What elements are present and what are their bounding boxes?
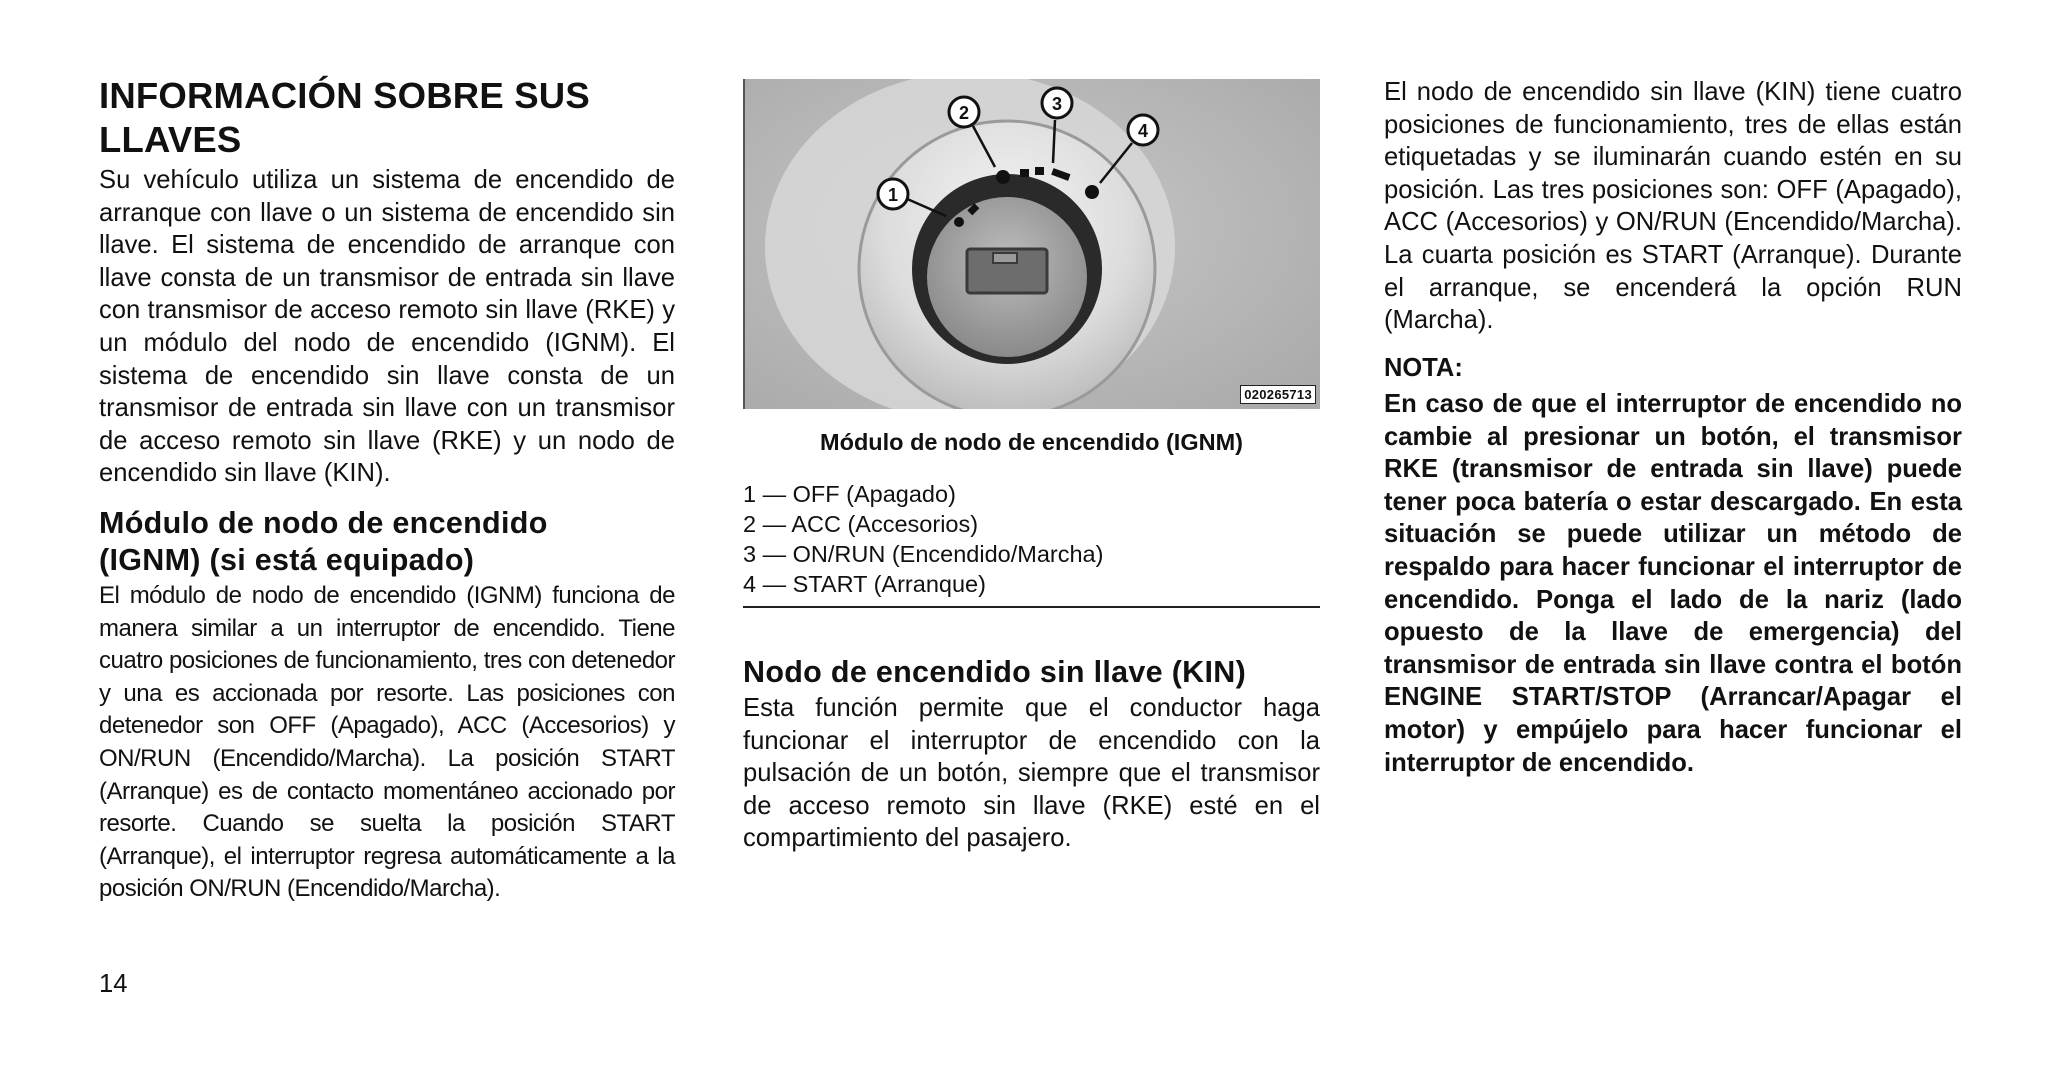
legend-item: 4 — START (Arranque) — [743, 571, 986, 597]
svg-text:3: 3 — [1051, 94, 1063, 114]
ignm-heading-line-2: (IGNM) (si está equipado) — [99, 543, 475, 577]
note-text: En caso de que el interruptor de encendido no cambie al presionar un botón, el transmisor RKE (transmisor de entrada sin llave) puede tener poca batería o estar descargado. En esta situación se puede utilizar un método de respaldo para hacer funcionar el interruptor de encendido. Ponga el lado de la nariz (lado opuesto de la llave de emergencia) del transmisor de entrada sin llave contra el botón ENGINE START/STOP (Arrancar/Apagar el motor) y empújelo para hacer funcionar el interruptor de encendido. — [1384, 390, 1962, 777]
ignm-heading-line-1: Módulo de nodo de encendido — [99, 506, 548, 540]
figure-legend — [743, 479, 1103, 599]
svg-text:2: 2 — [958, 103, 970, 123]
note-label: NOTA: — [1384, 354, 1463, 382]
page-number: 14 — [99, 970, 128, 998]
legend-item: 2 — ACC (Accesorios) — [743, 511, 979, 537]
ignm-paragraph: El módulo de nodo de encendido (IGNM) funciona de manera similar a un interruptor de encendido. Tiene cuatro posiciones de funcionamiento, tres con detenedor y una es accionada por resorte. Las posiciones con detenedor son OFF (Apagado), ACC (Accesorios) y ON/RUN (Encendido/Marcha). La posición START (Arranque) es de contacto momentáneo accionado por resorte. Cuando se suelta la posición START (Arranque), el interruptor regresa automáticamente a la posición ON/RUN (Encendido/Marcha). — [99, 582, 675, 903]
page-title-line-1: INFORMACIÓN SOBRE SUS — [99, 75, 590, 116]
legend-item: 1 — OFF (Apagado) — [743, 481, 956, 507]
intro-paragraph: Su vehículo utiliza un sistema de encendido de arranque con llave o un sistema de encendido sin llave. El sistema de encendido de arranque con llave consta de un transmisor de entrada sin llave con transmisor de acceso remoto sin llave (RKE) y un módulo del nodo de encendido (IGNM). El sistema de encendido sin llave consta de un transmisor de entrada sin llave con un transmisor de acceso remoto sin llave (RKE) y un nodo de encendido sin llave (KIN). — [99, 166, 675, 488]
kin-paragraph: Esta función permite que el conductor haga funcionar el interruptor de encendido con la pulsación de un botón, siempre que el transmisor de acceso remoto sin llave (RKE) esté en el compartimiento del pasajero. — [743, 694, 1320, 853]
ignition-switch-illustration — [745, 79, 1320, 409]
legend-divider — [743, 606, 1320, 608]
svg-text:4: 4 — [1137, 121, 1149, 141]
figure-code: 020265713 — [1240, 385, 1316, 404]
ignition-switch-figure — [743, 79, 1320, 409]
legend-item: 3 — ON/RUN (Encendido/Marcha) — [743, 541, 1104, 567]
svg-text:1: 1 — [887, 185, 899, 205]
kin-positions-paragraph: El nodo de encendido sin llave (KIN) tiene cuatro posiciones de funcionamiento, tres de ellas están etiquetadas y se iluminarán cuando estén en su posición. Las tres posiciones son: OFF (Apagado), ACC (Accesorios) y ON/RUN (Encendido/Marcha). La cuarta posición es START (Arranque). Durante el arranque, se encenderá la opción RUN (Marcha). — [1384, 78, 1962, 335]
ignm-section-heading — [99, 505, 548, 579]
figure-caption: Módulo de nodo de encendido (IGNM) — [820, 429, 1243, 455]
kin-section-heading: Nodo de encendido sin llave (KIN) — [743, 655, 1247, 689]
page-title-line-2: LLAVES — [99, 119, 242, 160]
page-title — [99, 74, 590, 162]
